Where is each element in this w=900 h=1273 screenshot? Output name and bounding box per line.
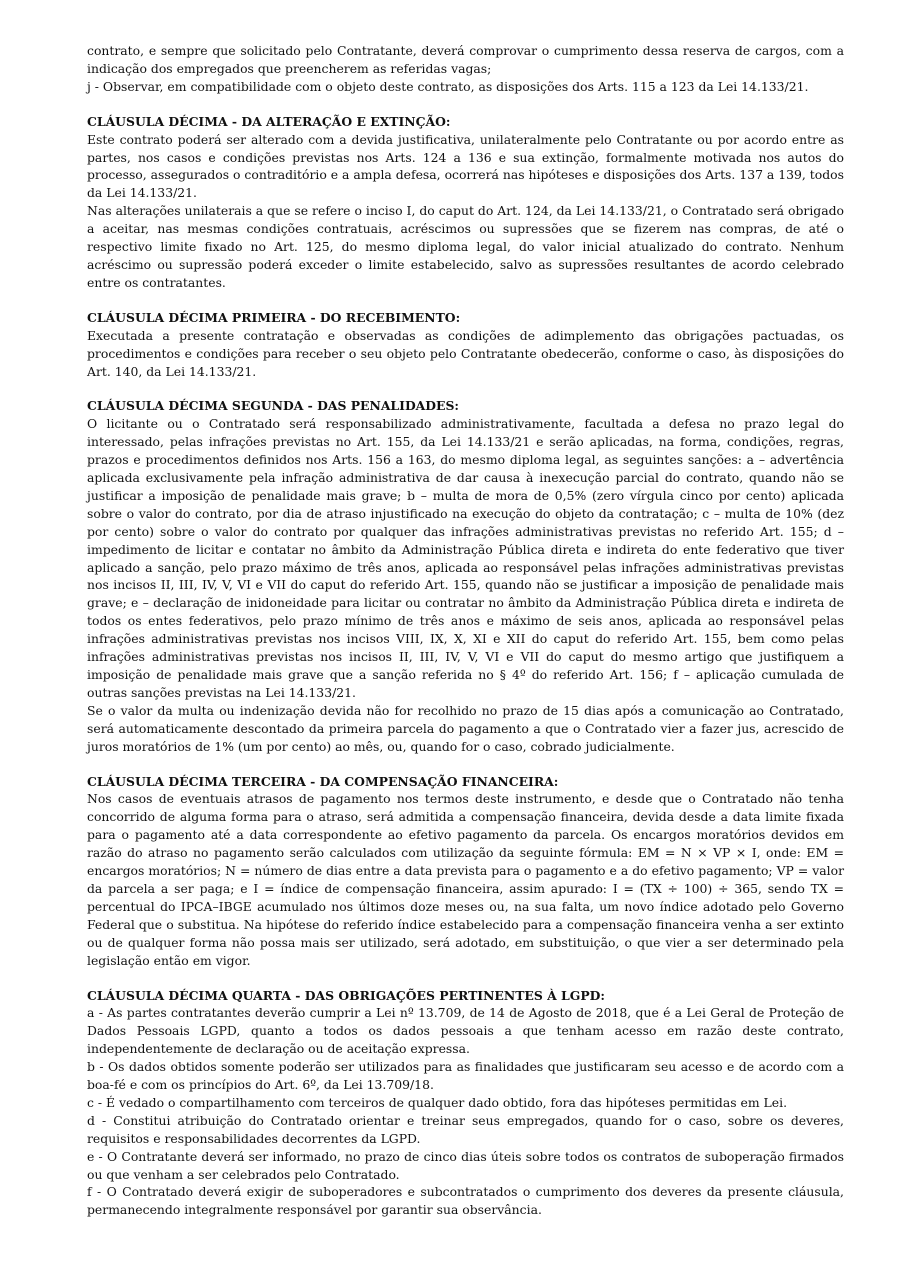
paragraph: j - Observar, em compatibilidade com o objeto deste contrato, as disposições dos Arts. 115 a 123 da Lei 14.133/21. xyxy=(87,78,809,94)
paragraph: Nas alterações unilaterais a que se refere o inciso I, do caput do Art. 124, da Lei 14.133/21, o Contratado será obrigado a aceitar, nas mesmas condições contratuais, acréscimos ou supressões que se fizerem nas compras, de até o respectivo limite fixado no Art. 125, do mesmo diploma legal, do valor inicial atualizado do contrato. Nenhum acréscimo ou supressão poderá exceder o limite estabelecido, salvo as supressões resultantes de acordo celebrado entre os contratantes. xyxy=(87,203,844,290)
paragraph: Executada a presente contratação e observadas as condições de adimplemento das obrigações pactuadas, os procedimentos e condições para receber o seu objeto pelo Contratante obedecerão, conforme o caso, às disposições do Art. 140, da Lei 14.133/21. xyxy=(87,327,844,379)
intro-section xyxy=(87,42,844,96)
paragraph: Nos casos de eventuais atrasos de pagamento nos termos deste instrumento, e desde que o Contratado não tenha concorrido de alguma forma para o atraso, será admitida a compensação financeira, devida desde a data limite fixada para o pagamento até a data correspondente ao efetivo pagamento da parcela. Os encargos moratórios devidos em razão do atraso no pagamento serão calculados com utilização da seguinte fórmula: EM = N × VP × I, onde: EM = encargos moratórios; N = número de dias entre a data prevista para o pagamento e a do efetivo pagamento; VP = valor da parcela a ser paga; e I = índice de compensação financeira, assim apurado: I = (TX ÷ 100) ÷ 365, sendo TX = percentual do IPCA–IBGE acumulado nos últimos doze meses ou, na sua falta, um novo índice adotado pelo Governo Federal que o substitua. Na hipótese do referido índice estabelecido para a compensação financeira venha a ser extinto ou de qualquer forma não possa mais ser utilizado, será adotado, em substituição, o que vier a ser determinado pela legislação então em vigor. xyxy=(87,791,844,968)
paragraph: O licitante ou o Contratado será responsabilizado administrativamente, facultada a defesa no prazo legal do interessado, pelas infrações previstas no Art. 155, da Lei 14.133/21 e serão aplicadas, na forma, condições, regras, prazos e procedimentos definidos nos Arts. 156 a 163, do mesmo diploma legal, as seguintes sanções: a – advertência aplicada exclusivamente pela infração administrativa de dar causa à inexecução parcial do contrato, quando não se justificar a imposição de penalidade mais grave; b – multa de mora de 0,5% (zero vírgula cinco por cento) aplicada sobre o valor do contrato, por dia de atraso injustificado na execução do objeto da contratação; c – multa de 10% (dez por cento) sobre o valor do contrato por qualquer das infrações administrativas previstas no referido Art. 155; d – impedimento de licitar e contatar no âmbito da Administração Pública direta e indireta do ente federativo que tiver aplicado a sanção, pelo prazo máximo de três anos, aplicada ao responsável pelas infrações administrativas previstas nos incisos II, III, IV, V, VI e VII do caput do referido Art. 155, quando não se justificar a imposição de penalidade mais grave; e – declaração de inidoneidade para licitar ou contratar no âmbito da Administração Pública direta e indireta de todos os entes federativos, pelo prazo mínimo de três anos e máximo de seis anos, aplicada ao responsável pelas infrações administrativas previstas nos incisos VIII, IX, X, XI e XII do caput do referido Art. 155, bem como pelas infrações administrativas previstas nos incisos II, III, IV, V, VI e VII do caput do mesmo artigo que justifiquem a imposição de penalidade mais grave que a sanção referida no § 4º do referido Art. 156; f – aplicação cumulada de outras sanções previstas na Lei 14.133/21. xyxy=(87,416,844,700)
clause-title: CLÁUSULA DÉCIMA PRIMEIRA - DO RECEBIMENTO: xyxy=(87,309,461,325)
clause-14-section xyxy=(87,987,844,1220)
list-item: a - As partes contratantes deverão cumprir a Lei nº 13.709, de 14 de Agosto de 2018, que é a Lei Geral de Proteção de Dados Pessoais LGPD, quanto a todos os dados pessoais a que tenham acesso em razão deste contrato, independentemente de declaração ou de aceitação expressa. xyxy=(87,1005,844,1057)
list-item: c - É vedado o compartilhamento com terceiros de qualquer dado obtido, fora das hipóteses permitidas em Lei. xyxy=(87,1094,788,1110)
clause-title: CLÁUSULA DÉCIMA - DA ALTERAÇÃO E EXTINÇÃO: xyxy=(87,113,451,129)
list-item: b - Os dados obtidos somente poderão ser utilizados para as finalidades que justificaram seu acesso e de acordo com a boa-fé e com os princípios do Art. 6º, da Lei 13.709/18. xyxy=(87,1059,844,1093)
clause-11-section xyxy=(87,309,844,381)
clause-title: CLÁUSULA DÉCIMA QUARTA - DAS OBRIGAÇÕES PERTINENTES À LGPD: xyxy=(87,987,605,1003)
paragraph: Se o valor da multa ou indenização devida não for recolhido no prazo de 15 dias após a comunicação ao Contratado, será automaticamente descontado da primeira parcela do pagamento a que o Contratado vier a fazer jus, acrescido de juros moratórios de 1% (um por cento) ao mês, ou, quando for o caso, cobrado judicialmente. xyxy=(87,702,844,754)
clause-title: CLÁUSULA DÉCIMA TERCEIRA - DA COMPENSAÇÃO FINANCEIRA: xyxy=(87,773,559,789)
list-item: e - O Contratante deverá ser informado, no prazo de cinco dias úteis sobre todos os contratos de suboperação firmados ou que venham a ser celebrados pelo Contratado. xyxy=(87,1148,844,1182)
list-item: d - Constitui atribuição do Contratado orientar e treinar seus empregados, quando for o caso, sobre os deveres, requisitos e responsabilidades decorrentes da LGPD. xyxy=(87,1112,844,1146)
list-item: f - O Contratado deverá exigir de suboperadores e subcontratados o cumprimento dos deveres da presente cláusula, permanecendo integralmente responsável por garantir sua observância. xyxy=(87,1184,844,1218)
clause-title: CLÁUSULA DÉCIMA SEGUNDA - DAS PENALIDADES: xyxy=(87,398,460,414)
paragraph: contrato, e sempre que solicitado pelo Contratante, deverá comprovar o cumprimento dessa reserva de cargos, com a indicação dos empregados que preencherem as referidas vagas; xyxy=(87,43,844,76)
paragraph: Este contrato poderá ser alterado com a devida justificativa, unilateralmente pelo Contratante ou por acordo entre as partes, nos casos e condições previstas nos Arts. 124 a 136 e sua extinção, formalmente motivada nos autos do processo, assegurados o contraditório e a ampla defesa, ocorrerá nas hipóteses e disposições dos Arts. 137 a 139, todos da Lei 14.133/21. xyxy=(87,131,844,201)
clause-10-section xyxy=(87,113,844,292)
clause-12-section xyxy=(87,397,844,755)
clause-13-section xyxy=(87,773,844,970)
